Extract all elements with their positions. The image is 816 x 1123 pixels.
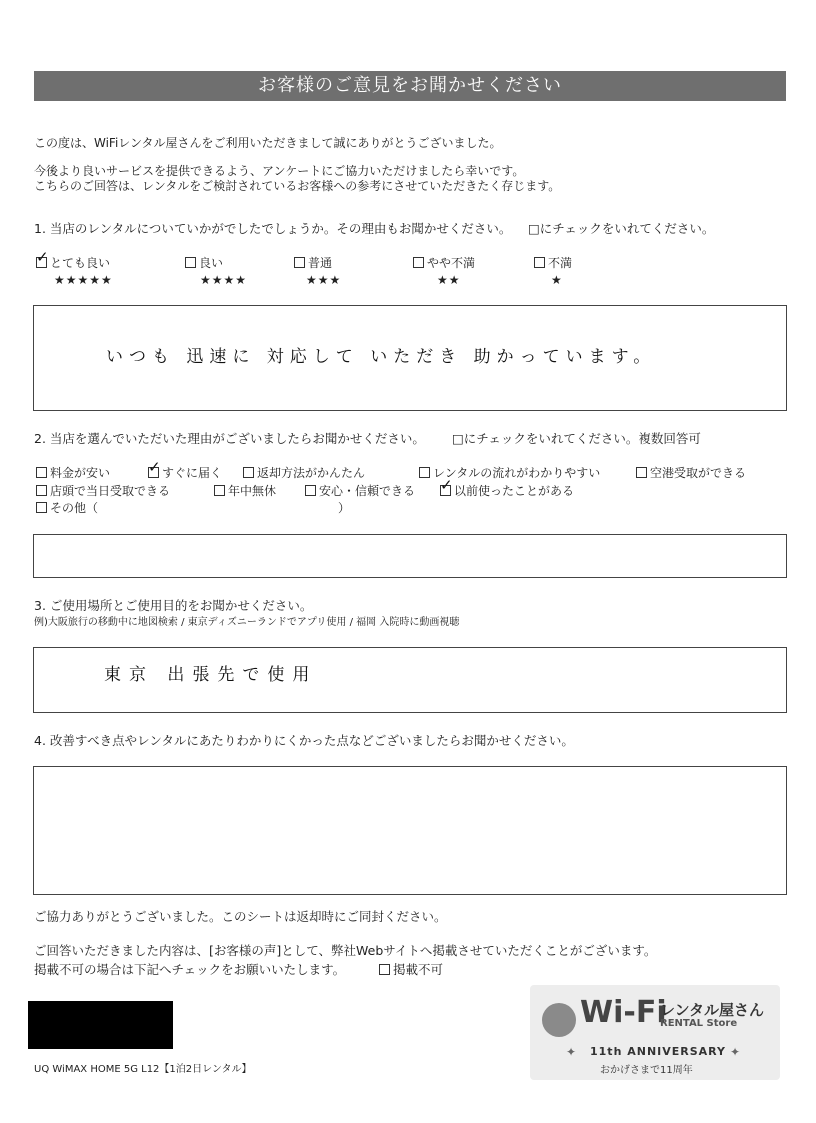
checkbox[interactable]	[36, 502, 47, 513]
checkbox-checked[interactable]	[36, 257, 47, 268]
option-label: やや不満	[427, 256, 476, 270]
q2-option-easy-return[interactable]	[243, 465, 365, 481]
checkbox[interactable]	[214, 485, 225, 496]
rating-stars-3: ★★★	[306, 273, 342, 287]
q3-example: 例)大阪旅行の移動中に地図検索 / 東京ディズニーランドでアプリ使用 / 福岡 入院時に動画視聴	[34, 617, 460, 628]
logo-anniversary: 11th ANNIVERSARY	[590, 1045, 727, 1058]
rating-stars-5: ★★★★★	[54, 273, 113, 287]
option-label: 料金が安い	[50, 466, 111, 480]
checkbox[interactable]	[36, 485, 47, 496]
q1-question: 1. 当店のレンタルについていかがでしたでしょうか。その理由もお聞かせください。	[34, 221, 512, 236]
intro-line-2: 今後より良いサービスを提供できるよう、アンケートにご協力いただけましたら幸いです。	[34, 164, 525, 178]
redacted-block	[28, 1001, 173, 1049]
logo-en-name: RENTAL Store	[660, 1018, 738, 1029]
q2-option-open-all-year[interactable]	[214, 483, 276, 499]
checkbox[interactable]	[419, 467, 430, 478]
q3-handwritten-answer: 東京 出張先で使用	[104, 665, 318, 685]
option-label: 返却方法がかんたん	[257, 466, 366, 480]
checkbox[interactable]	[36, 467, 47, 478]
option-label: 店頭で当日受取できる	[50, 484, 171, 498]
q2-option-other[interactable]	[36, 500, 98, 516]
rating-stars-1: ★	[551, 273, 563, 287]
q2-instruction: □にチェックをいれてください。複数回答可	[452, 431, 701, 446]
option-label: 普通	[308, 256, 333, 270]
mascot-icon	[542, 1003, 576, 1037]
checkbox-checked[interactable]	[440, 485, 451, 496]
q1-answer-box[interactable]	[33, 305, 787, 411]
q4-answer-box[interactable]	[33, 766, 787, 895]
q2-question: 2. 当店を選んでいただいた理由がございましたらお聞かせください。	[34, 431, 425, 446]
option-label: 掲載不可	[393, 962, 444, 977]
q2-option-trustworthy[interactable]	[305, 483, 415, 499]
logo-thanks: おかげさまで11周年	[600, 1065, 693, 1076]
q4-question: 4. 改善すべき点やレンタルにあたりわかりにくかった点などございましたらお聞かせください。	[34, 733, 574, 748]
option-label: 良い	[199, 256, 224, 270]
option-label: とても良い	[50, 256, 111, 270]
opt-out-option[interactable]	[379, 962, 443, 978]
q1-instruction: □にチェックをいれてください。	[528, 221, 715, 236]
q2-option-airport-pickup[interactable]	[636, 465, 746, 481]
product-label: UQ WiMAX HOME 5G L12【1泊2日レンタル】	[34, 1064, 252, 1075]
logo-wifi-text: Wi-Fi	[580, 995, 667, 1030]
q2-option-same-day-store[interactable]	[36, 483, 170, 499]
q3-answer-box[interactable]	[33, 647, 787, 713]
logo-jp-name: レンタル屋さん	[660, 1001, 765, 1019]
option-label: 不満	[548, 256, 573, 270]
checkbox[interactable]	[534, 257, 545, 268]
rating-stars-2: ★★	[437, 273, 461, 287]
checkbox-checked[interactable]	[148, 467, 159, 478]
checkbox[interactable]	[413, 257, 424, 268]
checkbox[interactable]	[379, 964, 390, 975]
q1-option-average[interactable]	[294, 255, 332, 271]
q2-other-close-paren: ）	[338, 501, 351, 515]
q1-option-good[interactable]	[185, 255, 223, 271]
q2-option-fast-delivery[interactable]	[148, 465, 222, 481]
q1-option-dissatisfied[interactable]	[534, 255, 572, 271]
checkbox[interactable]	[185, 257, 196, 268]
option-label: 空港受取ができる	[650, 466, 747, 480]
footer-note-2: 掲載不可の場合は下記へチェックをお願いいたします。	[34, 962, 346, 977]
star-icon: ✦	[730, 1045, 741, 1059]
brand-logo	[530, 985, 780, 1080]
intro-line-1: この度は、WiFiレンタル屋さんをご利用いただきまして誠にありがとうございました。	[34, 136, 502, 150]
footer-thanks: ご協力ありがとうございました。このシートは返却時にご同封ください。	[34, 909, 447, 924]
checkbox[interactable]	[305, 485, 316, 496]
q1-handwritten-answer: いつも 迅速に 対応して いただき 助かっています。	[106, 347, 657, 367]
option-label: レンタルの流れがわかりやすい	[433, 466, 601, 480]
checkbox[interactable]	[243, 467, 254, 478]
rating-stars-4: ★★★★	[200, 273, 248, 287]
page-title: お客様のご意見をお聞かせください	[34, 71, 786, 101]
option-label: 安心・信頼できる	[319, 484, 416, 498]
footer-note-1: ご回答いただきました内容は、[お客様の声]として、弊社Webサイトへ掲載させていただくことがございます。	[34, 943, 657, 958]
q1-option-somewhat-dissatisfied[interactable]	[413, 255, 475, 271]
checkbox[interactable]	[294, 257, 305, 268]
q1-option-very-good[interactable]	[36, 255, 110, 271]
q2-option-price[interactable]	[36, 465, 110, 481]
intro-line-3: こちらのご回答は、レンタルをご検討されているお客様への参考にさせていただきたく存じます。	[34, 179, 561, 193]
q2-option-used-before[interactable]	[440, 483, 574, 499]
star-icon: ✦	[566, 1045, 577, 1059]
option-label: すぐに届く	[162, 466, 223, 480]
checkbox[interactable]	[636, 467, 647, 478]
option-label: 以前使ったことがある	[454, 484, 575, 498]
q3-question: 3. ご使用場所とご使用目的をお聞かせください。	[34, 598, 313, 613]
option-label: 年中無休	[228, 484, 277, 498]
option-label: その他（	[50, 501, 99, 515]
q2-answer-box[interactable]	[33, 534, 787, 578]
